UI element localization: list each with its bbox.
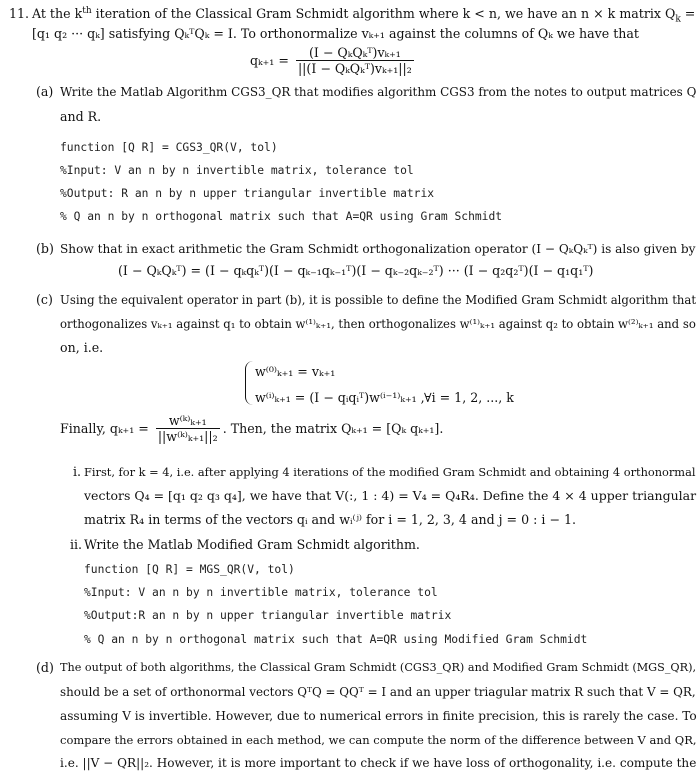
part-c-label: (c)	[36, 292, 53, 307]
part-c-text-1: Using the equivalent operator in part (b), it is possible to define the Modified Gram Schmidt algorithm that	[60, 293, 697, 307]
mgs-code-line-1: function [Q R] = MGS_QR(V, tol)	[84, 563, 295, 576]
part-d-text-5: i.e. ||V − QR||₂. However, it is more important to check if we have loss of orthogonality, i.e. compute the	[60, 756, 697, 770]
part-c-text-2: orthogonalizes vₖ₊₁ against q₁ to obtain w⁽¹⁾ₖ₊₁, then orthogonalizes w⁽¹⁾ₖ₊₁ against q₂ to obtain w⁽²⁾ₖ₊₁ and so	[60, 317, 696, 331]
system-eq-2: w⁽ⁱ⁾ₖ₊₁ = (I − qᵢqᵢᵀ)w⁽ⁱ⁻¹⁾ₖ₊₁ ,	[255, 390, 425, 405]
cgs-code-line-4: % Q an n by n orthogonal matrix such that A=QR using Gram Schmidt	[60, 210, 503, 223]
part-a-text-2: and R.	[60, 109, 102, 124]
mgs-code-line-2: %Input: V an n by n invertible matrix, tolerance tol	[84, 586, 438, 599]
sub-i-text-2: vectors Q₄ = [q₁ q₂ q₃ q₄], we have that V(:, 1 : 4) = V₄ = Q₄R₄. Define the 4 × 4 upper triangular	[84, 488, 697, 503]
intro-text-b: iteration of the Classical Gram Schmidt algorithm where k < n, we have an n × k matrix Q	[91, 6, 676, 21]
finally-text-a: Finally, qₖ₊₁ =	[60, 421, 149, 436]
problem-intro-line-2: [q₁ q₂ ··· qₖ] satisfying QₖᵀQₖ = I. To orthonormalize vₖ₊₁ against the columns of Qₖ we have that	[32, 26, 639, 41]
system-eq-2-condition: ∀i = 1, 2, ..., k	[424, 390, 514, 405]
cgs-code-line-2: %Input: V an n by n invertible matrix, tolerance tol	[60, 164, 414, 177]
part-a-label: (a)	[36, 84, 54, 99]
intro-text-a: At the k	[32, 6, 83, 21]
cgs-code-line-1: function [Q R] = CGS3_QR(V, tol)	[60, 141, 278, 154]
sub-ii-label: ii.	[70, 537, 83, 552]
sub-i-text-3: matrix R₄ in terms of the vectors qᵢ and wᵢ⁽ʲ⁾ for i = 1, 2, 3, 4 and j = 0 : i − 1.	[84, 512, 576, 527]
mgs-code-line-4: % Q an n by n orthogonal matrix such that A=QR using Modified Gram Schmidt	[84, 633, 588, 646]
part-d-text-2: should be a set of orthonormal vectors QᵀQ = QQᵀ = I and an upper triagular matrix R such that V = QR,	[60, 685, 696, 699]
problem-intro-line-1	[32, 5, 696, 25]
intro-subscript: k	[675, 14, 681, 25]
finally-numerator: w⁽ᵏ⁾ₖ₊₁	[168, 413, 207, 428]
eq1-lhs: qₖ₊₁ =	[250, 53, 289, 68]
part-d-text-4: compare the errors obtained in each method, we can compute the norm of the difference between V and QR,	[60, 733, 697, 747]
cgs-code-line-3: %Output: R an n by n upper triangular invertible matrix	[60, 187, 435, 200]
eq1-numerator: (I − QₖQₖᵀ)vₖ₊₁	[308, 45, 401, 60]
system-eq-1: w⁽⁰⁾ₖ₊₁ = vₖ₊₁	[255, 364, 336, 379]
finally-line	[60, 413, 443, 444]
part-b-label: (b)	[36, 241, 54, 256]
sub-i-text-1: First, for k = 4, i.e. after applying 4 iterations of the modified Gram Schmidt and obtaining 4 orthonormal	[84, 465, 696, 479]
sub-i-label: i.	[73, 464, 82, 479]
part-d-text-1: The output of both algorithms, the Classical Gram Schmidt (CGS3_QR) and Modified Gram Schmidt (MGS_QR),	[60, 661, 697, 674]
part-c-text-3: on, i.e.	[60, 340, 104, 355]
sub-ii-text: Write the Matlab Modified Gram Schmidt algorithm.	[84, 537, 420, 552]
part-d-label: (d)	[36, 660, 54, 675]
part-a-text-1: Write the Matlab Algorithm CGS3_QR that modifies algorithm CGS3 from the notes to output matrices Q	[60, 85, 697, 99]
finally-text-b: . Then, the matrix Qₖ₊₁ = [Qₖ qₖ₊₁].	[222, 421, 444, 436]
part-b-text: Show that in exact arithmetic the Gram Schmidt orthogonalization operator (I − QₖQₖᵀ) is also given by	[60, 242, 696, 256]
eq1-denominator: ||(I − QₖQₖᵀ)vₖ₊₁||₂	[297, 61, 412, 76]
problem-number: 11.	[9, 6, 30, 21]
equation-q-k-plus-1	[250, 45, 417, 76]
part-d-text-3: assuming V is invertible. However, due to numerical errors in finite precision, this is rarely the case. To	[60, 709, 697, 723]
eq1-fraction	[296, 45, 414, 76]
mgs-code-line-3: %Output:R an n by n upper triangular invertible matrix	[84, 609, 452, 622]
part-b-equation: (I − QₖQₖᵀ) = (I − qₖqₖᵀ)(I − qₖ₋₁qₖ₋₁ᵀ)(I − qₖ₋₂qₖ₋₂ᵀ) ··· (I − q₂q₂ᵀ)(I − q₁q₁ᵀ)	[118, 263, 594, 278]
finally-fraction	[156, 413, 220, 444]
finally-denominator: ||w⁽ᵏ⁾ₖ₊₁||₂	[157, 429, 218, 444]
intro-superscript: th	[82, 5, 92, 16]
intro-text-c: =	[680, 6, 696, 21]
